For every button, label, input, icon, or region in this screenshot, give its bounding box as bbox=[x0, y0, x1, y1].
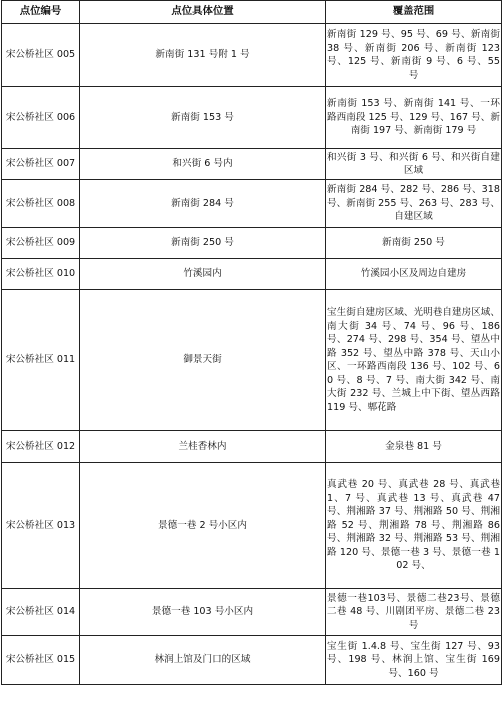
coverage-cell: 金泉巷 81 号 bbox=[326, 431, 502, 463]
coverage-cell: 景德一巷103号、景德二巷23号、景德二巷 48 号、川剧团平房、景德二巷 23 号 bbox=[326, 589, 502, 636]
location-cell: 新南街 153 号 bbox=[80, 87, 326, 149]
header-row bbox=[2, 1, 502, 24]
location-cell: 和兴街 6 号内 bbox=[80, 149, 326, 180]
table-row bbox=[2, 290, 502, 431]
point-id-cell: 宋公桥社区 009 bbox=[2, 228, 80, 259]
point-id-cell: 宋公桥社区 007 bbox=[2, 149, 80, 180]
location-cell: 兰桂香林内 bbox=[80, 431, 326, 463]
table-row bbox=[2, 87, 502, 149]
table-row bbox=[2, 228, 502, 259]
point-id-cell: 宋公桥社区 005 bbox=[2, 24, 80, 87]
coverage-cell: 新南街 250 号 bbox=[326, 228, 502, 259]
table-row bbox=[2, 589, 502, 636]
point-id-cell: 宋公桥社区 015 bbox=[2, 636, 80, 685]
coverage-cell: 新南街 284 号、282 号、286 号、318 号、新南街 255 号、263 号、283 号、自建区域 bbox=[326, 180, 502, 228]
table-row bbox=[2, 259, 502, 290]
header-coverage: 覆盖范围 bbox=[326, 1, 502, 24]
coverage-cell: 新南街 153 号、新南街 141 号、一环路西南段 125 号、129 号、167 号、新南街 197 号、新南街 179 号 bbox=[326, 87, 502, 149]
coverage-cell: 宝生街 1.4.8 号、宝生街 127 号、93 号、198 号、林润上馆、宝生街 169 号、160 号 bbox=[326, 636, 502, 685]
coverage-cell: 和兴街 3 号、和兴街 6 号、和兴街自建区域 bbox=[326, 149, 502, 180]
point-id-cell: 宋公桥社区 010 bbox=[2, 259, 80, 290]
point-id-cell: 宋公桥社区 006 bbox=[2, 87, 80, 149]
table-row bbox=[2, 149, 502, 180]
location-cell: 新南街 250 号 bbox=[80, 228, 326, 259]
table-row bbox=[2, 180, 502, 228]
table-row bbox=[2, 24, 502, 87]
location-cell: 林润上馆及门口的区域 bbox=[80, 636, 326, 685]
coverage-cell: 新南街 129 号、95 号、69 号、新南街 38 号、新南街 206 号、新南街 123 号、125 号、新南街 9 号、6 号、55 号 bbox=[326, 24, 502, 87]
point-id-cell: 宋公桥社区 012 bbox=[2, 431, 80, 463]
coverage-cell: 宝生街自建房区域、光明巷自建房区域、南大街 34 号、74 号、96 号、186 号、274 号、298 号、354 号、望丛中路 352 号、望丛中路 378 号、天山小区、一环路西南段 136 号、102 号、60 号、8 号、7 号、南大街 342 号、南大街 232 号、兰城上中下街、望丛西路 119 号、郫花路 bbox=[326, 290, 502, 431]
point-id-cell: 宋公桥社区 014 bbox=[2, 589, 80, 636]
table-row bbox=[2, 636, 502, 685]
location-cell: 竹溪园内 bbox=[80, 259, 326, 290]
location-cell: 新南街 284 号 bbox=[80, 180, 326, 228]
location-cell: 景德一巷 103 号小区内 bbox=[80, 589, 326, 636]
table-row bbox=[2, 463, 502, 589]
point-id-cell: 宋公桥社区 013 bbox=[2, 463, 80, 589]
point-id-cell: 宋公桥社区 008 bbox=[2, 180, 80, 228]
location-cell: 御景天街 bbox=[80, 290, 326, 431]
coverage-cell: 竹溪园小区及周边自建房 bbox=[326, 259, 502, 290]
table-row bbox=[2, 431, 502, 463]
point-id-cell: 宋公桥社区 011 bbox=[2, 290, 80, 431]
location-cell: 新南街 131 号附 1 号 bbox=[80, 24, 326, 87]
header-point-id: 点位编号 bbox=[2, 1, 80, 24]
header-location: 点位具体位置 bbox=[80, 1, 326, 24]
coverage-table bbox=[1, 0, 502, 685]
coverage-cell: 真武巷 20 号、真武巷 28 号、真武巷 1、7 号、真武巷 13 号、真武巷 47 号、荆湘路 37 号、荆湘路 50 号、荆湘路 52 号、荆湘路 78 号、荆湘路 86 号、荆湘路 32 号、荆湘路 53 号、荆湘路 120 号、景德一巷 3 号、景德一巷 102 号、 bbox=[326, 463, 502, 589]
location-cell: 景德一巷 2 号小区内 bbox=[80, 463, 326, 589]
